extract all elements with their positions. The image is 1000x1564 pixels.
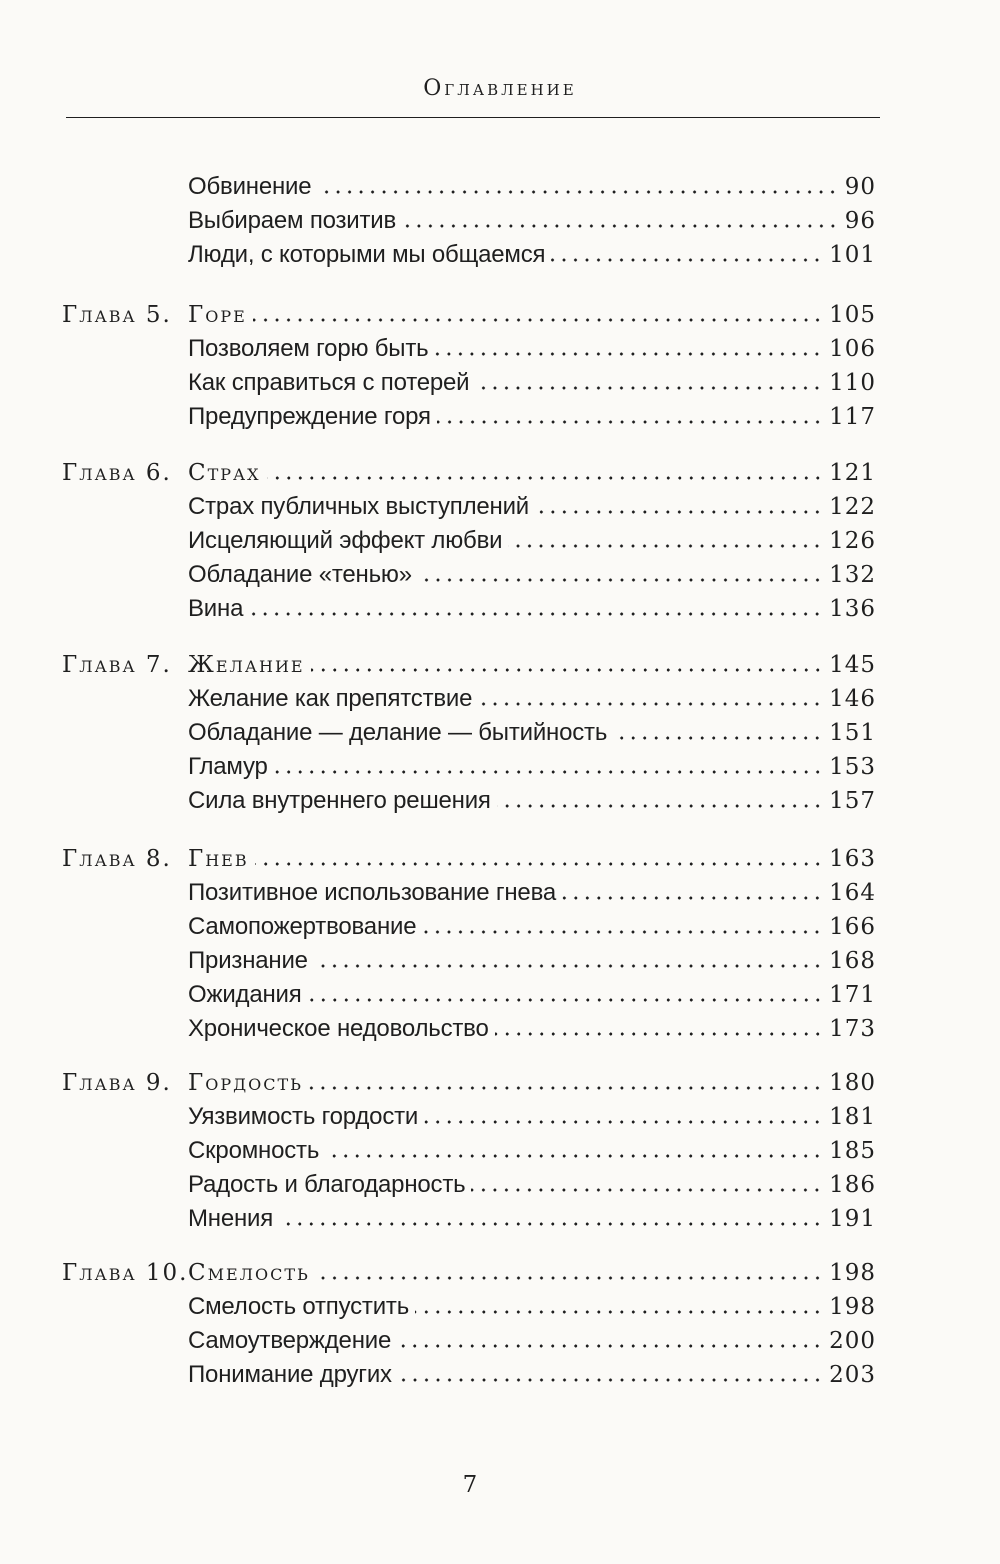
entry-page-number: 145 xyxy=(829,652,876,678)
entry-page-number: 153 xyxy=(829,754,876,780)
dot-leader xyxy=(434,350,823,358)
chapter-title: Смелость xyxy=(188,1260,310,1286)
chapter-label: Глава 6. xyxy=(62,460,172,486)
entry-title: Смелость отпустить xyxy=(188,1293,410,1320)
dot-leader xyxy=(249,610,823,618)
entry-page-number: 126 xyxy=(829,528,876,554)
entry-title: Мнения xyxy=(188,1205,274,1232)
toc-entry[interactable] xyxy=(62,978,876,1012)
entry-page-number: 122 xyxy=(829,494,876,520)
toc-chapter-entry[interactable] xyxy=(62,1066,876,1100)
entry-title: Исцеляющий эффект любви xyxy=(188,527,503,554)
entry-title: Скромность xyxy=(188,1137,320,1164)
toc-entry[interactable] xyxy=(62,204,876,238)
toc-entry[interactable] xyxy=(62,332,876,366)
entry-page-number: 136 xyxy=(829,596,876,622)
entry-page-number: 121 xyxy=(829,460,876,486)
chapter-title: Страх xyxy=(188,460,261,486)
dot-leader xyxy=(535,508,823,516)
entry-page-number: 168 xyxy=(829,948,876,974)
entry-page-number: 166 xyxy=(829,914,876,940)
toc-chapter-entry[interactable] xyxy=(62,648,876,682)
toc-entry[interactable] xyxy=(62,716,876,750)
dot-leader xyxy=(309,1084,823,1092)
entry-title: Желание как препятствие xyxy=(188,685,473,712)
toc-entry[interactable] xyxy=(62,1100,876,1134)
toc-entry[interactable] xyxy=(62,1324,876,1358)
toc-entry[interactable] xyxy=(62,524,876,558)
dot-leader xyxy=(402,222,839,230)
toc-entry[interactable] xyxy=(62,592,876,626)
entry-page-number: 106 xyxy=(829,336,876,362)
dot-leader xyxy=(255,860,823,868)
toc-entry[interactable] xyxy=(62,1358,876,1392)
entry-title: Признание xyxy=(188,947,308,974)
dot-leader xyxy=(314,962,823,970)
entry-page-number: 96 xyxy=(844,208,876,234)
toc-entry[interactable] xyxy=(62,400,876,434)
dot-leader xyxy=(508,542,823,550)
entry-page-number: 105 xyxy=(829,302,876,328)
entry-page-number: 198 xyxy=(829,1294,876,1320)
chapter-title: Горе xyxy=(188,302,247,328)
entry-page-number: 185 xyxy=(829,1138,876,1164)
entry-title: Ожидания xyxy=(188,981,302,1008)
dot-leader xyxy=(274,768,823,776)
dot-leader xyxy=(613,734,823,742)
dot-leader xyxy=(437,418,823,426)
toc-chapter-entry[interactable] xyxy=(62,842,876,876)
page-number: 7 xyxy=(462,1472,478,1498)
entry-page-number: 200 xyxy=(829,1328,876,1354)
toc-entry[interactable] xyxy=(62,1134,876,1168)
entry-page-number: 164 xyxy=(829,880,876,906)
dot-leader xyxy=(397,1342,823,1350)
toc-entry[interactable] xyxy=(62,944,876,978)
toc-entry[interactable] xyxy=(62,1012,876,1046)
toc-entry[interactable] xyxy=(62,490,876,524)
dot-leader xyxy=(471,1186,823,1194)
chapter-title: Гордость xyxy=(188,1070,303,1096)
entry-title: Обладание — делание — бытийность xyxy=(188,719,608,746)
dot-leader xyxy=(316,1274,823,1282)
toc-entry[interactable] xyxy=(62,1202,876,1236)
entry-page-number: 173 xyxy=(829,1016,876,1042)
chapter-label: Глава 8. xyxy=(62,846,172,872)
entry-page-number: 101 xyxy=(829,242,876,268)
toc-entry[interactable] xyxy=(62,1168,876,1202)
dot-leader xyxy=(311,666,824,674)
dot-leader xyxy=(279,1220,823,1228)
toc-entry[interactable] xyxy=(62,170,876,204)
entry-page-number: 203 xyxy=(829,1362,876,1388)
dot-leader xyxy=(475,384,823,392)
dot-leader xyxy=(253,316,823,324)
entry-page-number: 90 xyxy=(844,174,876,200)
entry-title: Страх публичных выступлений xyxy=(188,493,529,520)
chapter-title: Желание xyxy=(188,652,305,678)
dot-leader xyxy=(422,928,823,936)
toc-entry[interactable] xyxy=(62,366,876,400)
entry-title: Люди, с которыми мы общаемся xyxy=(188,241,546,268)
entry-page-number: 163 xyxy=(829,846,876,872)
entry-title: Вина xyxy=(188,595,244,622)
entry-page-number: 151 xyxy=(829,720,876,746)
chapter-label: Глава 5. xyxy=(62,302,172,328)
entry-page-number: 157 xyxy=(829,788,876,814)
dot-leader xyxy=(551,256,823,264)
entry-page-number: 132 xyxy=(829,562,876,588)
toc-entry[interactable] xyxy=(62,558,876,592)
toc-chapter-entry[interactable] xyxy=(62,1256,876,1290)
entry-page-number: 198 xyxy=(829,1260,876,1286)
entry-page-number: 180 xyxy=(829,1070,876,1096)
chapter-label: Глава 7. xyxy=(62,652,172,678)
entry-title: Гламур xyxy=(188,753,268,780)
entry-title: Предупреждение горя xyxy=(188,403,431,430)
entry-title: Радость и благодарность xyxy=(188,1171,466,1198)
entry-page-number: 171 xyxy=(829,982,876,1008)
dot-leader xyxy=(267,474,824,482)
dot-leader xyxy=(562,894,823,902)
toc-entry[interactable] xyxy=(62,750,876,784)
entry-page-number: 186 xyxy=(829,1172,876,1198)
entry-title: Выбираем позитив xyxy=(188,207,397,234)
entry-title: Хроническое недовольство xyxy=(188,1015,489,1042)
dot-leader xyxy=(495,1030,823,1038)
entry-title: Сила внутреннего решения xyxy=(188,787,491,814)
dot-leader xyxy=(415,1308,823,1316)
entry-page-number: 191 xyxy=(829,1206,876,1232)
entry-page-number: 110 xyxy=(829,370,876,396)
dot-leader xyxy=(478,700,823,708)
toc-entry[interactable] xyxy=(62,910,876,944)
toc-entry[interactable] xyxy=(62,784,876,818)
entry-title: Уязвимость гордости xyxy=(188,1103,419,1130)
entry-title: Обладание «тенью» xyxy=(188,561,412,588)
entry-title: Позволяем горю быть xyxy=(188,335,429,362)
toc-entry[interactable] xyxy=(62,876,876,910)
toc-entry[interactable] xyxy=(62,682,876,716)
dot-leader xyxy=(308,996,824,1004)
chapter-label: Глава 9. xyxy=(62,1070,172,1096)
entry-page-number: 117 xyxy=(829,404,876,430)
chapter-label: Глава 10. xyxy=(62,1260,189,1286)
toc-chapter-entry[interactable] xyxy=(62,298,876,332)
dot-leader xyxy=(317,188,838,196)
toc-entry[interactable] xyxy=(62,1290,876,1324)
toc-chapter-entry[interactable] xyxy=(62,456,876,490)
toc-entry[interactable] xyxy=(62,238,876,272)
entry-page-number: 146 xyxy=(829,686,876,712)
dot-leader xyxy=(418,576,823,584)
entry-title: Как справиться с потерей xyxy=(188,369,470,396)
entry-title: Понимание других xyxy=(188,1361,392,1388)
chapter-title: Гнев xyxy=(188,846,249,872)
running-title: Оглавление xyxy=(423,76,577,101)
dot-leader xyxy=(325,1152,823,1160)
entry-title: Самоутверждение xyxy=(188,1327,392,1354)
dot-leader xyxy=(497,802,823,810)
entry-title: Позитивное использование гнева xyxy=(188,879,557,906)
dot-leader xyxy=(424,1118,823,1126)
entry-title: Самопожертвование xyxy=(188,913,417,940)
entry-title: Обвинение xyxy=(188,173,312,200)
entry-page-number: 181 xyxy=(829,1104,876,1130)
dot-leader xyxy=(398,1376,823,1384)
